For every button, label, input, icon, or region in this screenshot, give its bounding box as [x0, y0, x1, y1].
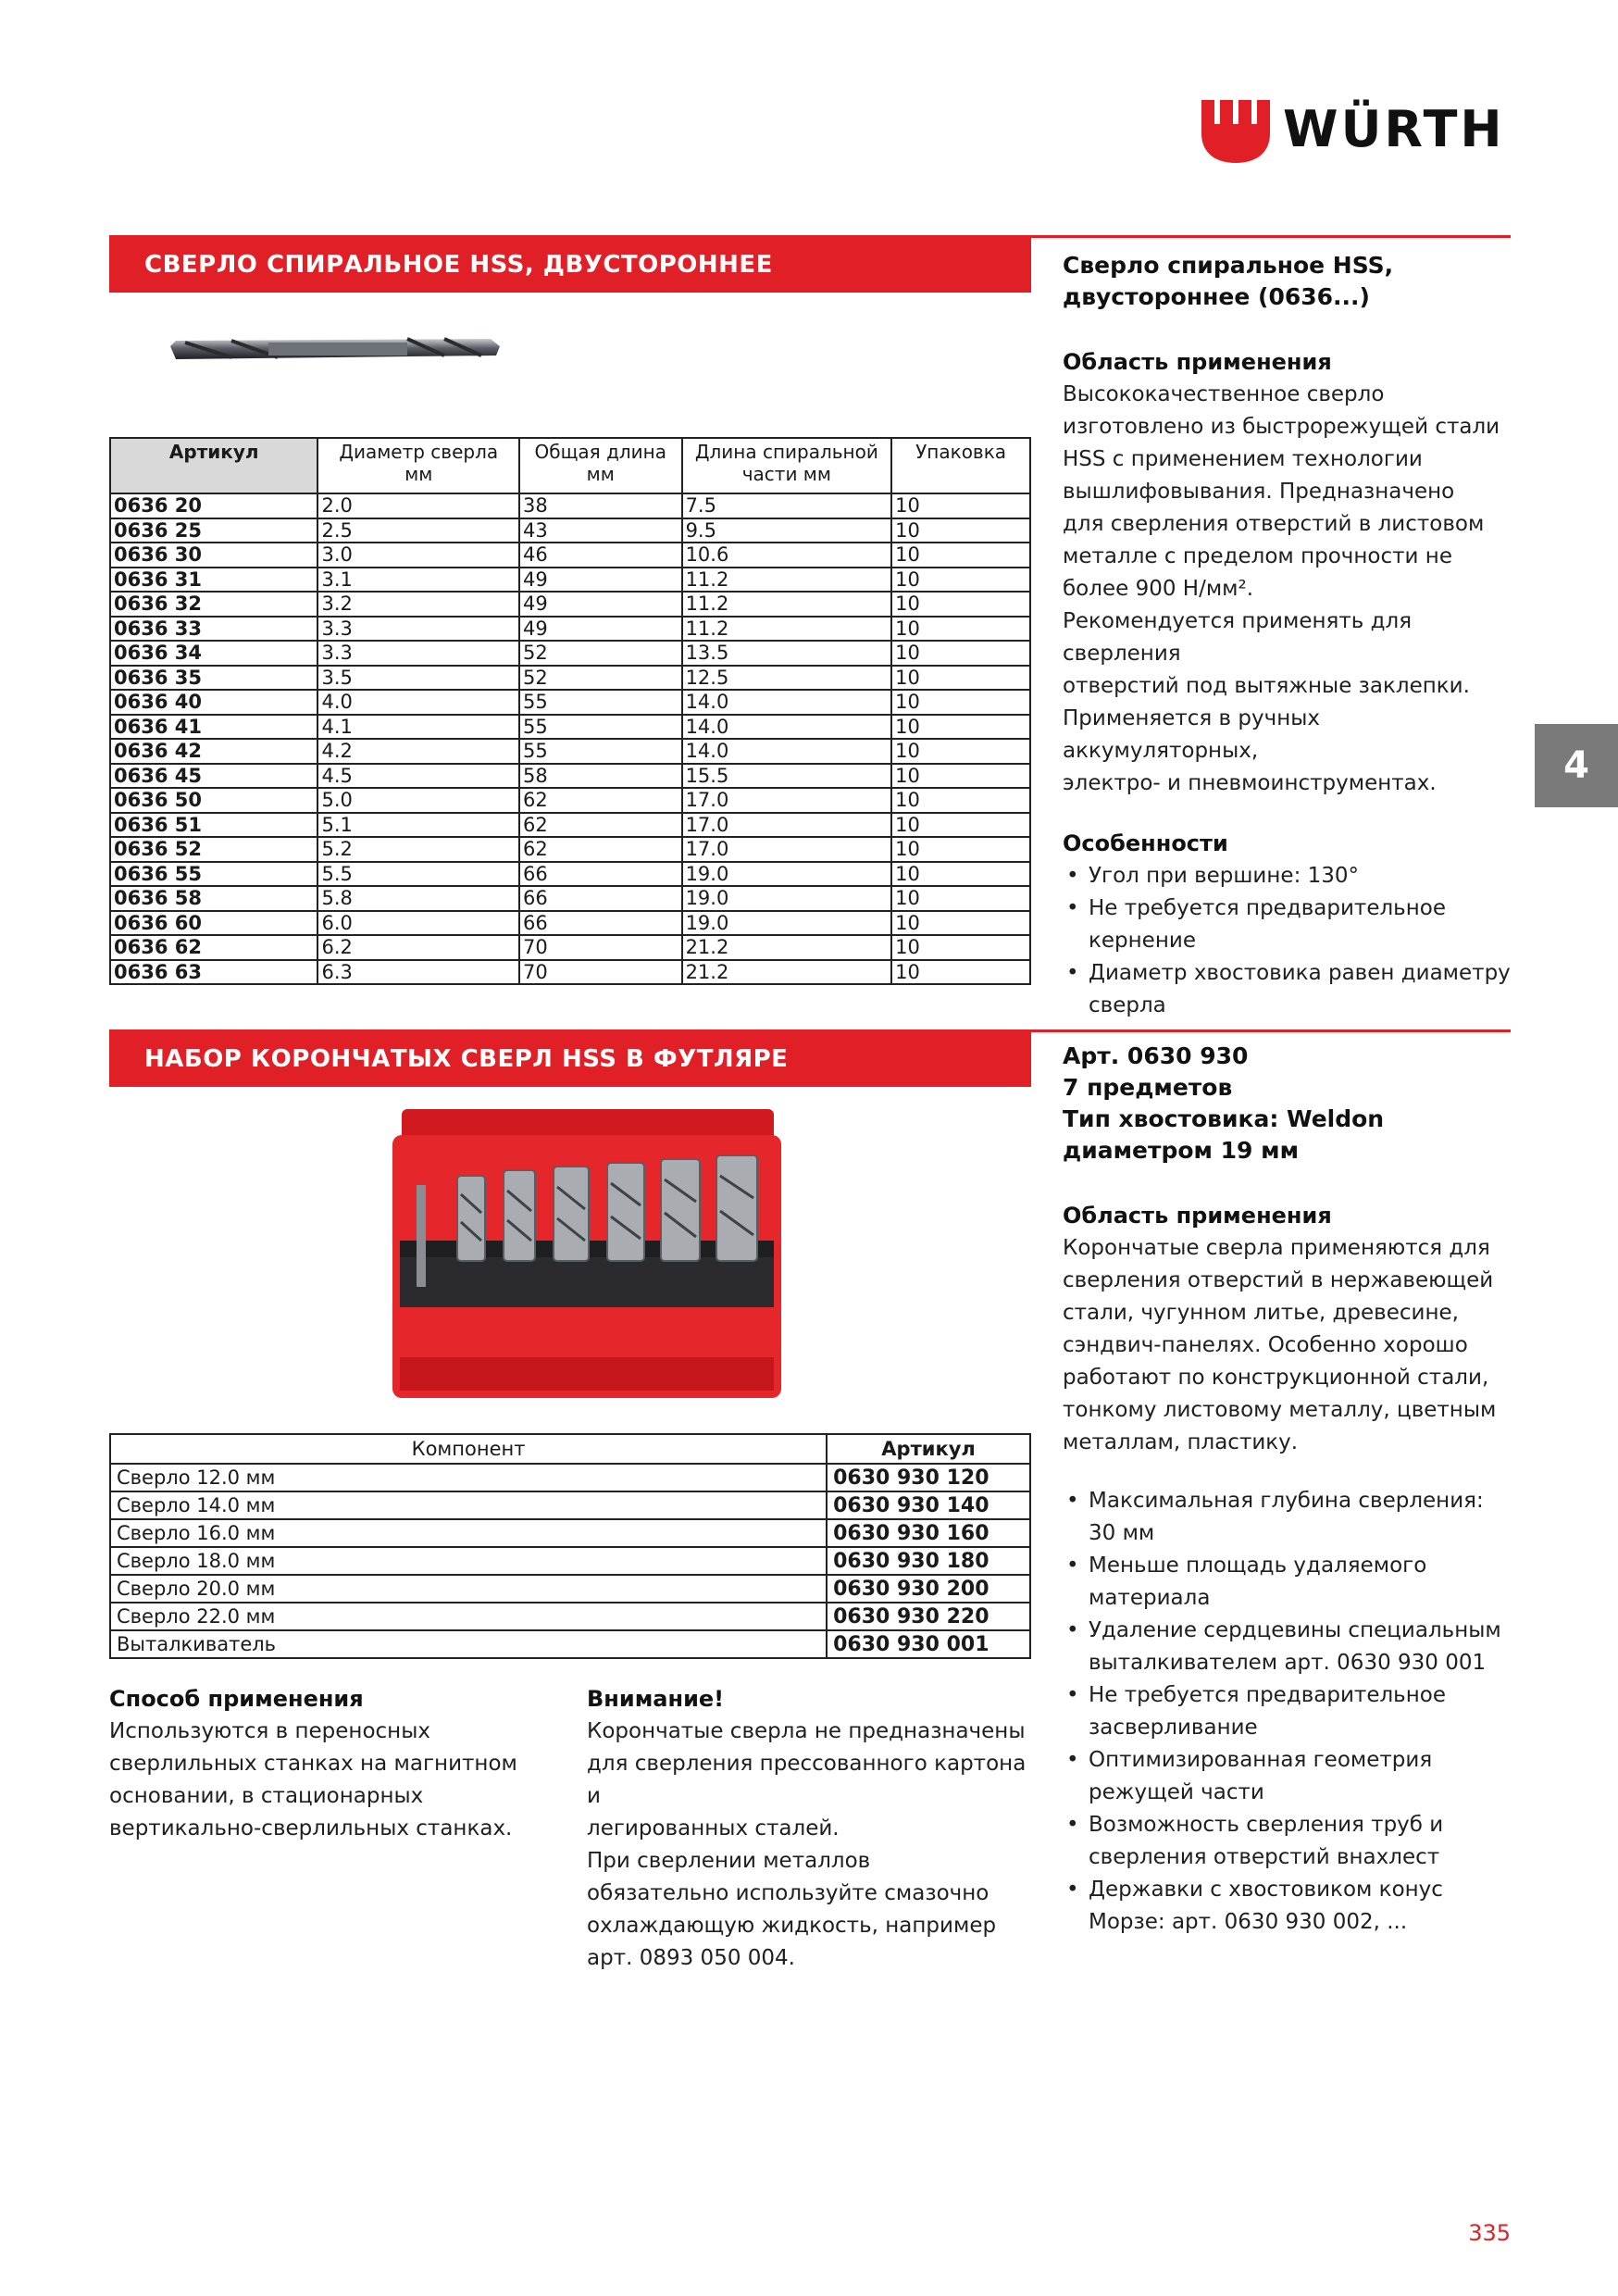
cell-component: Сверло 18.0 мм: [110, 1547, 827, 1575]
col-package: Упаковка: [891, 438, 1030, 493]
list-item: [1063, 1874, 1516, 1939]
method-heading: Способ применения: [109, 1686, 364, 1712]
text-line: Используются в переносных: [109, 1719, 430, 1743]
list-item: [1063, 1744, 1516, 1809]
table-row: [110, 1491, 1030, 1519]
cell-diameter: 2.0: [317, 493, 519, 518]
cell-component: Сверло 16.0 мм: [110, 1519, 827, 1547]
table-row: [110, 1603, 1030, 1630]
cell-total-length: 49: [519, 592, 682, 617]
text-line: стали, чугунном литье, древесине,: [1063, 1301, 1459, 1325]
cell-article: 0630 930 140: [827, 1491, 1030, 1519]
text-line: отверстий под вытяжные заклепки.: [1063, 674, 1470, 698]
text-line: для сверления отверстий в листовом: [1063, 512, 1485, 536]
cell-package: 10: [891, 739, 1030, 764]
text-line: легированных сталей.: [587, 1816, 840, 1841]
title-line: диаметром 19 мм: [1063, 1137, 1300, 1164]
cell-component: Сверло 12.0 мм: [110, 1464, 827, 1491]
cell-diameter: 2.5: [317, 518, 519, 543]
cell-spiral-length: 13.5: [682, 641, 892, 666]
section1-title: [1063, 250, 1516, 313]
list-item: [1063, 1550, 1516, 1615]
text-line: изготовлено из быстрорежущей стали: [1063, 415, 1500, 439]
list-item: [1063, 1615, 1516, 1679]
cell-diameter: 5.1: [317, 813, 519, 838]
cell-total-length: 66: [519, 886, 682, 911]
title-line: Сверло спиральное HSS,: [1063, 252, 1394, 279]
cell-article: 0630 930 200: [827, 1575, 1030, 1603]
section1-header: СВЕРЛО СПИРАЛЬНОЕ HSS, ДВУСТОРОННЕЕ: [109, 235, 1031, 293]
cell-article: 0636 55: [110, 862, 317, 887]
cell-article: 0636 20: [110, 493, 317, 518]
page-number: 335: [1468, 2220, 1511, 2246]
table-row: [110, 911, 1030, 936]
item-line: • Не требуется предварительное: [1089, 896, 1446, 920]
cell-total-length: 49: [519, 617, 682, 642]
table-row: [110, 739, 1030, 764]
cell-diameter: 6.3: [317, 960, 519, 985]
item-line: • Не требуется предварительное: [1089, 1683, 1446, 1707]
cell-spiral-length: 11.2: [682, 592, 892, 617]
table-row: [110, 1575, 1030, 1603]
table-row: [110, 935, 1030, 960]
text-line: металлам, пластику.: [1063, 1430, 1299, 1454]
cell-diameter: 6.2: [317, 935, 519, 960]
text-line: для сверления прессованного картона и: [587, 1752, 1027, 1808]
cell-article: 0630 930 160: [827, 1519, 1030, 1547]
features-list: [1063, 1485, 1516, 1939]
cell-spiral-length: 21.2: [682, 935, 892, 960]
col-article: Артикул: [827, 1434, 1030, 1464]
drill-image: [130, 318, 537, 393]
cell-package: 10: [891, 568, 1030, 593]
table-row: [110, 690, 1030, 715]
text-line: вертикально-сверлильных станках.: [109, 1816, 513, 1841]
cell-article: 0636 60: [110, 911, 317, 936]
item-line: • Удаление сердцевины специальным: [1089, 1618, 1501, 1642]
cell-package: 10: [891, 813, 1030, 838]
item-line: • Возможность сверления труб и: [1089, 1813, 1444, 1837]
table-row: [110, 715, 1030, 740]
cell-spiral-length: 14.0: [682, 690, 892, 715]
cell-diameter: 5.0: [317, 788, 519, 813]
text-line: охлаждающую жидкость, например: [587, 1914, 997, 1938]
table-row: [110, 862, 1030, 887]
cell-total-length: 66: [519, 911, 682, 936]
text-line: вышлифовывания. Предназначено: [1063, 480, 1455, 504]
cell-article: 0636 45: [110, 764, 317, 789]
cell-total-length: 62: [519, 788, 682, 813]
item-line: кернение: [1089, 929, 1196, 953]
cell-diameter: 3.2: [317, 592, 519, 617]
cell-total-length: 62: [519, 837, 682, 862]
item-line: сверла: [1089, 993, 1166, 1017]
usage-heading: Область применения: [1063, 1203, 1332, 1229]
cell-component: Сверло 22.0 мм: [110, 1603, 827, 1630]
cell-spiral-length: 19.0: [682, 862, 892, 887]
cell-spiral-length: 14.0: [682, 715, 892, 740]
item-line: засверливание: [1089, 1716, 1258, 1740]
table-row: [110, 960, 1030, 985]
attention-heading: Внимание!: [587, 1686, 725, 1712]
attention-block: [587, 1683, 1046, 1975]
cell-total-length: 55: [519, 739, 682, 764]
cell-article: 0636 33: [110, 617, 317, 642]
item-line: выталкивателем арт. 0630 930 001: [1089, 1651, 1487, 1675]
cell-component: Сверло 20.0 мм: [110, 1575, 827, 1603]
section2-header: НАБОР КОРОНЧАТЫХ СВЕРЛ HSS В ФУТЛЯРЕ: [109, 1029, 1031, 1087]
list-item: [1063, 1809, 1516, 1874]
cell-component: Сверло 14.0 мм: [110, 1491, 827, 1519]
cell-article: 0636 25: [110, 518, 317, 543]
drill-table: [109, 437, 1031, 985]
title-line: 7 предметов: [1063, 1074, 1233, 1101]
table-row: [110, 813, 1030, 838]
item-line: • Державки с хвостовиком конус: [1089, 1878, 1443, 1902]
cell-package: 10: [891, 862, 1030, 887]
cell-total-length: 70: [519, 960, 682, 985]
cell-article: 0636 42: [110, 739, 317, 764]
cell-total-length: 62: [519, 813, 682, 838]
text-line: обязательно используйте смазочно: [587, 1881, 989, 1905]
cell-spiral-length: 11.2: [682, 617, 892, 642]
title-line: Тип хвостовика: Weldon: [1063, 1105, 1385, 1132]
cell-package: 10: [891, 543, 1030, 568]
components-table: [109, 1433, 1031, 1659]
cell-total-length: 55: [519, 690, 682, 715]
cell-article: 0636 50: [110, 788, 317, 813]
list-item: [1063, 1485, 1516, 1550]
text-line: тонкому листовому металлу, цветным: [1063, 1398, 1497, 1422]
cell-package: 10: [891, 617, 1030, 642]
cell-diameter: 5.5: [317, 862, 519, 887]
text-line: Корончатые сверла не предназначены: [587, 1719, 1026, 1743]
col-total-length: Общая длина мм: [519, 438, 682, 493]
item-line: материала: [1089, 1586, 1211, 1610]
item-line: • Максимальная глубина сверления:: [1089, 1489, 1484, 1513]
item-line: Морзе: арт. 0630 930 002, ...: [1089, 1910, 1408, 1934]
usage-text: [1063, 1232, 1516, 1459]
section1-rule: [1031, 235, 1511, 238]
cell-spiral-length: 9.5: [682, 518, 892, 543]
list-item: [1063, 1679, 1516, 1744]
table-row: [110, 641, 1030, 666]
cell-total-length: 38: [519, 493, 682, 518]
table-row: [110, 1464, 1030, 1491]
method-block: [109, 1683, 554, 1845]
cell-article: 0630 930 180: [827, 1547, 1030, 1575]
item-line: • Меньше площадь удаляемого: [1089, 1554, 1427, 1578]
cell-article: 0630 930 120: [827, 1464, 1030, 1491]
chapter-tab: 4: [1535, 724, 1618, 807]
cell-spiral-length: 15.5: [682, 764, 892, 789]
drill-table-header: [110, 438, 1030, 493]
cell-article: 0636 40: [110, 690, 317, 715]
cell-package: 10: [891, 641, 1030, 666]
cell-diameter: 4.1: [317, 715, 519, 740]
cell-diameter: 3.3: [317, 617, 519, 642]
cell-spiral-length: 21.2: [682, 960, 892, 985]
text-line: HSS с применением технологии: [1063, 447, 1423, 471]
text-line: Рекомендуется применять для сверления: [1063, 609, 1413, 666]
table-row: [110, 666, 1030, 691]
section2-description: [1063, 1041, 1516, 1939]
cell-diameter: 3.3: [317, 641, 519, 666]
cell-article: 0636 32: [110, 592, 317, 617]
section2-title: [1063, 1041, 1516, 1167]
cell-article: 0630 930 220: [827, 1603, 1030, 1630]
cell-diameter: 3.5: [317, 666, 519, 691]
cell-diameter: 4.5: [317, 764, 519, 789]
cell-article: 0636 34: [110, 641, 317, 666]
cell-diameter: 3.0: [317, 543, 519, 568]
brand-name: WÜRTH: [1283, 100, 1505, 158]
col-article: Артикул: [110, 438, 317, 493]
table-row: [110, 1630, 1030, 1658]
drill-set-case-image: [380, 1102, 879, 1426]
list-item: [1063, 957, 1516, 1022]
section2-rule: [1031, 1029, 1511, 1032]
cell-total-length: 66: [519, 862, 682, 887]
cell-component: Выталкиватель: [110, 1630, 827, 1658]
components-table-header: [110, 1434, 1030, 1464]
cell-package: 10: [891, 935, 1030, 960]
cell-total-length: 52: [519, 666, 682, 691]
cell-diameter: 4.2: [317, 739, 519, 764]
text-line: более 900 Н/мм².: [1063, 577, 1254, 601]
cell-package: 10: [891, 764, 1030, 789]
cell-spiral-length: 12.5: [682, 666, 892, 691]
cell-package: 10: [891, 493, 1030, 518]
cell-total-length: 49: [519, 568, 682, 593]
cell-spiral-length: 17.0: [682, 813, 892, 838]
cell-package: 10: [891, 715, 1030, 740]
cell-package: 10: [891, 837, 1030, 862]
cell-spiral-length: 17.0: [682, 837, 892, 862]
cell-total-length: 58: [519, 764, 682, 789]
features-heading: Особенности: [1063, 830, 1228, 856]
cell-diameter: 4.0: [317, 690, 519, 715]
item-line: сверления отверстий внахлест: [1089, 1845, 1440, 1869]
list-item: [1063, 860, 1516, 892]
wurth-logo-mark: [1201, 96, 1276, 165]
cell-spiral-length: 14.0: [682, 739, 892, 764]
cell-article: 0636 31: [110, 568, 317, 593]
cell-spiral-length: 11.2: [682, 568, 892, 593]
cell-spiral-length: 10.6: [682, 543, 892, 568]
table-row: [110, 518, 1030, 543]
cell-package: 10: [891, 518, 1030, 543]
cell-package: 10: [891, 666, 1030, 691]
cell-total-length: 43: [519, 518, 682, 543]
table-row: [110, 886, 1030, 911]
table-row: [110, 764, 1030, 789]
text-line: Применяется в ручных аккумуляторных,: [1063, 706, 1321, 763]
table-row: [110, 788, 1030, 813]
text-line: основании, в стационарных: [109, 1784, 424, 1808]
col-spiral-length: Длина спиральной части мм: [682, 438, 892, 493]
usage-text: [1063, 379, 1516, 800]
cell-article: 0636 58: [110, 886, 317, 911]
table-row: [110, 1547, 1030, 1575]
text-line: сэндвич-панелях. Особенно хорошо: [1063, 1333, 1468, 1357]
text-line: Высококачественное сверло: [1063, 382, 1385, 406]
cell-article: 0636 41: [110, 715, 317, 740]
cell-diameter: 5.8: [317, 886, 519, 911]
text-line: арт. 0893 050 004.: [587, 1946, 795, 1970]
item-line: • Угол при вершине: 130°: [1089, 864, 1360, 888]
cell-total-length: 70: [519, 935, 682, 960]
cell-package: 10: [891, 911, 1030, 936]
cell-article: 0636 62: [110, 935, 317, 960]
cell-total-length: 52: [519, 641, 682, 666]
table-row: [110, 568, 1030, 593]
text-line: сверления отверстий в нержавеющей: [1063, 1268, 1494, 1292]
section1-description: [1063, 250, 1516, 1022]
cell-spiral-length: 19.0: [682, 886, 892, 911]
item-line: • Оптимизированная геометрия: [1089, 1748, 1433, 1772]
col-diameter: Диаметр сверла мм: [317, 438, 519, 493]
cell-article: 0636 52: [110, 837, 317, 862]
cell-package: 10: [891, 690, 1030, 715]
cell-spiral-length: 19.0: [682, 911, 892, 936]
cell-diameter: 5.2: [317, 837, 519, 862]
table-row: [110, 493, 1030, 518]
item-line: 30 мм: [1089, 1521, 1155, 1545]
text-line: сверлильных станках на магнитном: [109, 1752, 517, 1776]
cell-package: 10: [891, 788, 1030, 813]
text-line: металле с пределом прочности не: [1063, 544, 1452, 568]
cell-article: 0636 51: [110, 813, 317, 838]
usage-heading: Область применения: [1063, 349, 1332, 375]
list-item: [1063, 892, 1516, 957]
wurth-logo: [1201, 96, 1511, 165]
cell-package: 10: [891, 960, 1030, 985]
text-line: При сверлении металлов: [587, 1849, 871, 1873]
cell-total-length: 55: [519, 715, 682, 740]
title-line: Арт. 0630 930: [1063, 1042, 1249, 1069]
text-line: работают по конструкционной стали,: [1063, 1366, 1489, 1390]
table-row: [110, 837, 1030, 862]
cell-article: 0636 63: [110, 960, 317, 985]
cell-total-length: 46: [519, 543, 682, 568]
table-row: [110, 1519, 1030, 1547]
cell-spiral-length: 17.0: [682, 788, 892, 813]
table-row: [110, 617, 1030, 642]
cell-package: 10: [891, 886, 1030, 911]
cell-article: 0630 930 001: [827, 1630, 1030, 1658]
table-row: [110, 543, 1030, 568]
cell-diameter: 6.0: [317, 911, 519, 936]
item-line: • Диаметр хвостовика равен диаметру: [1089, 961, 1511, 985]
features-list: [1063, 860, 1516, 1022]
text-line: Корончатые сверла применяются для: [1063, 1236, 1490, 1260]
cell-article: 0636 30: [110, 543, 317, 568]
title-line: двустороннее (0636...): [1063, 283, 1370, 310]
cell-spiral-length: 7.5: [682, 493, 892, 518]
table-row: [110, 592, 1030, 617]
cell-article: 0636 35: [110, 666, 317, 691]
cell-package: 10: [891, 592, 1030, 617]
text-line: электро- и пневмоинструментах.: [1063, 771, 1437, 795]
cell-diameter: 3.1: [317, 568, 519, 593]
col-component: Компонент: [110, 1434, 827, 1464]
item-line: режущей части: [1089, 1780, 1264, 1804]
